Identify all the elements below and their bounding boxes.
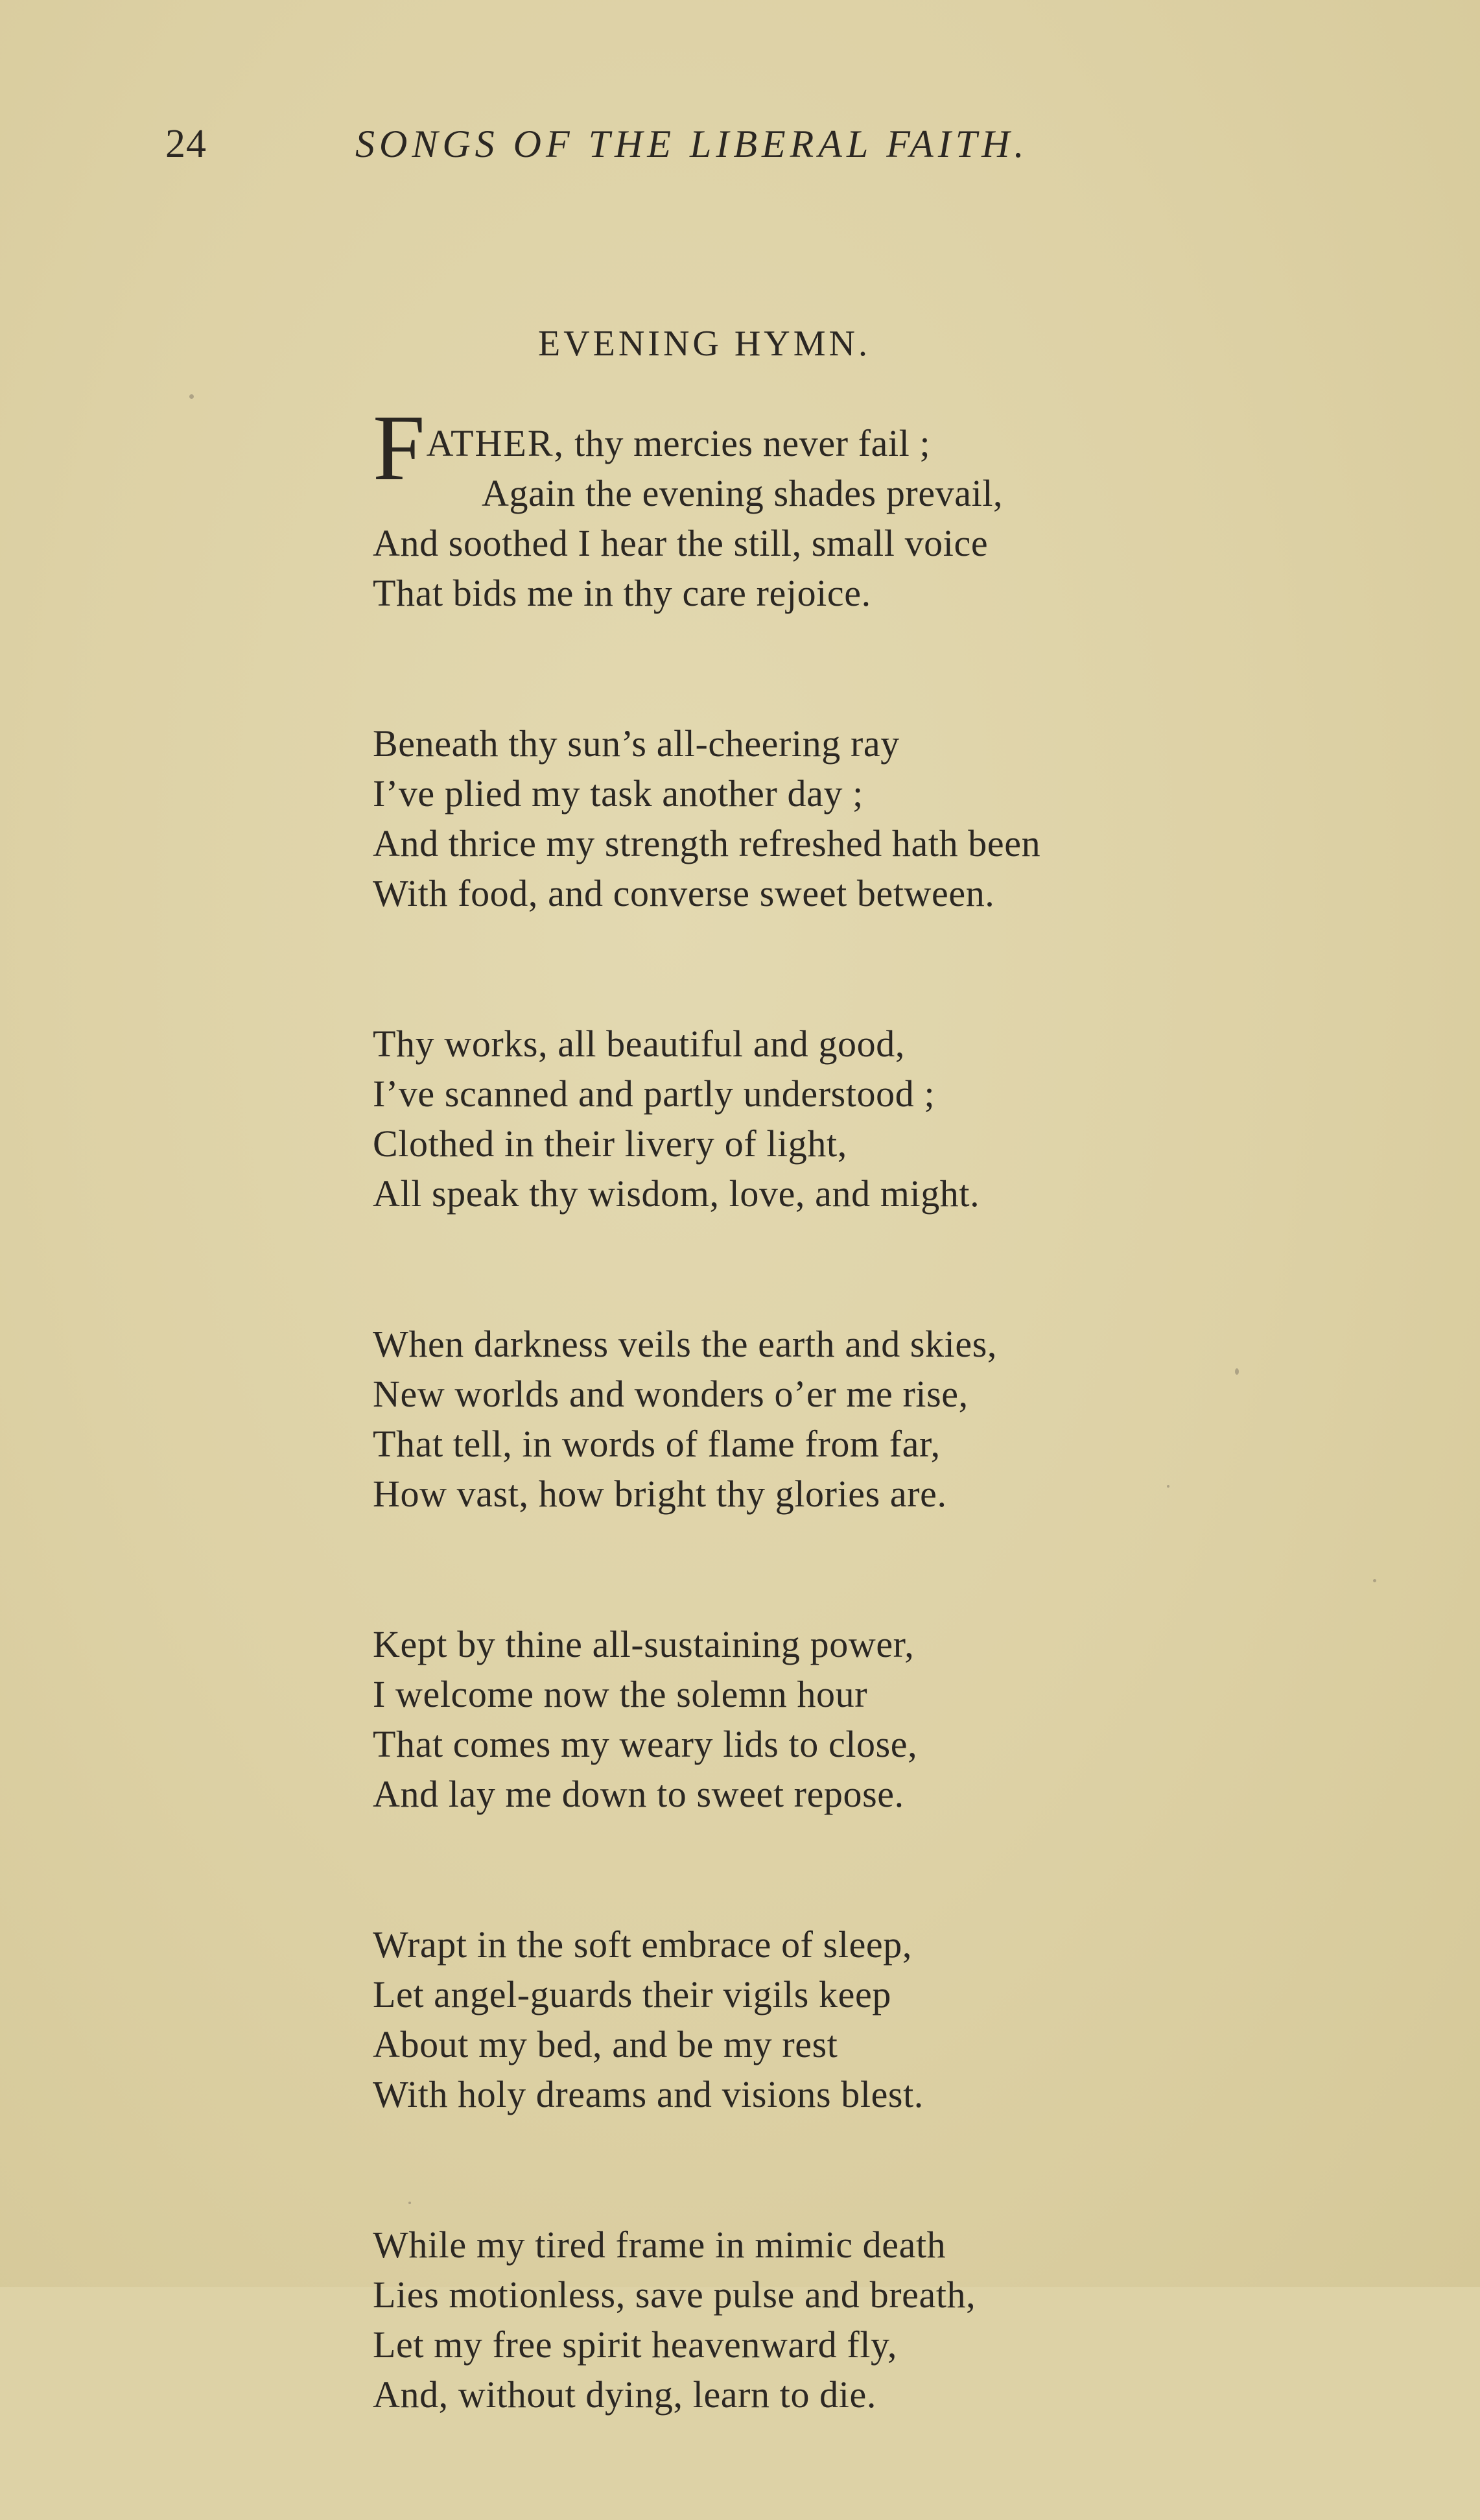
stanza-1 [373,396,1280,618]
poem-line: Again the evening shades prevail, [482,472,1004,514]
stanza-4 [373,1319,1280,1519]
stanza-6 [373,1920,1280,2119]
poem-line: Thy works, all beautiful and good, [373,1023,905,1065]
running-head [0,118,1480,170]
poem-line: About my bed, and be my rest [373,2023,838,2065]
first-line-rest: thy mercies never fail ; [565,422,931,464]
stanza-2 [373,719,1280,918]
paper-speck [1373,1579,1376,1582]
poem-line: And lay me down to sweet repose. [373,1773,904,1815]
paper-speck [189,394,194,399]
poem-line: That bids me in thy care rejoice. [373,572,871,614]
poem-line: New worlds and wonders o’er me rise, [373,1373,969,1415]
poem-line: Let angel-guards their vigils keep [373,1973,891,2015]
stanza-3 [373,1019,1280,1218]
poem-line: How vast, how bright thy glories are. [373,1473,947,1515]
poem-line: Beneath thy sun’s all-cheering ray [373,722,900,765]
stanza-5 [373,1619,1280,1819]
paper-speck [1167,1485,1169,1488]
first-line-caps: ATHER, [426,422,565,464]
poem-line: And, without dying, learn to die. [373,2373,876,2416]
poem-line: I’ve scanned and partly understood ; [373,1073,935,1115]
poem [373,396,1280,2520]
drop-cap: F [373,396,425,500]
poem-line: Lies motionless, save pulse and breath, [373,2274,976,2316]
paper-speck [408,2202,411,2204]
stanza-7 [373,2220,1280,2419]
poem-line: All speak thy wisdom, love, and might. [373,1172,980,1215]
book-title: SONGS OF THE LIBERAL FAITH. [355,123,1029,165]
poem-line: That tell, in words of flame from far, [373,1423,941,1465]
hymn-title: EVENING HYMN. [538,324,871,364]
paper-speck [1235,1368,1239,1375]
poem-line: With food, and converse sweet between. [373,872,995,914]
poem-line: I welcome now the solemn hour [373,1673,868,1715]
page-number: 24 [165,122,207,166]
poem-line: Kept by thine all-sustaining power, [373,1623,915,1665]
poem-line: While my tired frame in mimic death [373,2224,946,2266]
poem-line: Wrapt in the soft embrace of sleep, [373,1923,912,1966]
poem-line: When darkness veils the earth and skies, [373,1323,997,1365]
poem-line: And thrice my strength refreshed hath been [373,822,1041,864]
poem-line: With holy dreams and visions blest. [373,2073,924,2115]
poem-line: And soothed I hear the still, small voice [373,522,989,564]
poem-line: I’ve plied my task another day ; [373,772,863,814]
poem-line: Let my free spirit heavenward fly, [373,2324,897,2366]
poem-line: Clothed in their livery of light, [373,1123,847,1165]
poem-line: That comes my weary lids to close, [373,1723,918,1765]
